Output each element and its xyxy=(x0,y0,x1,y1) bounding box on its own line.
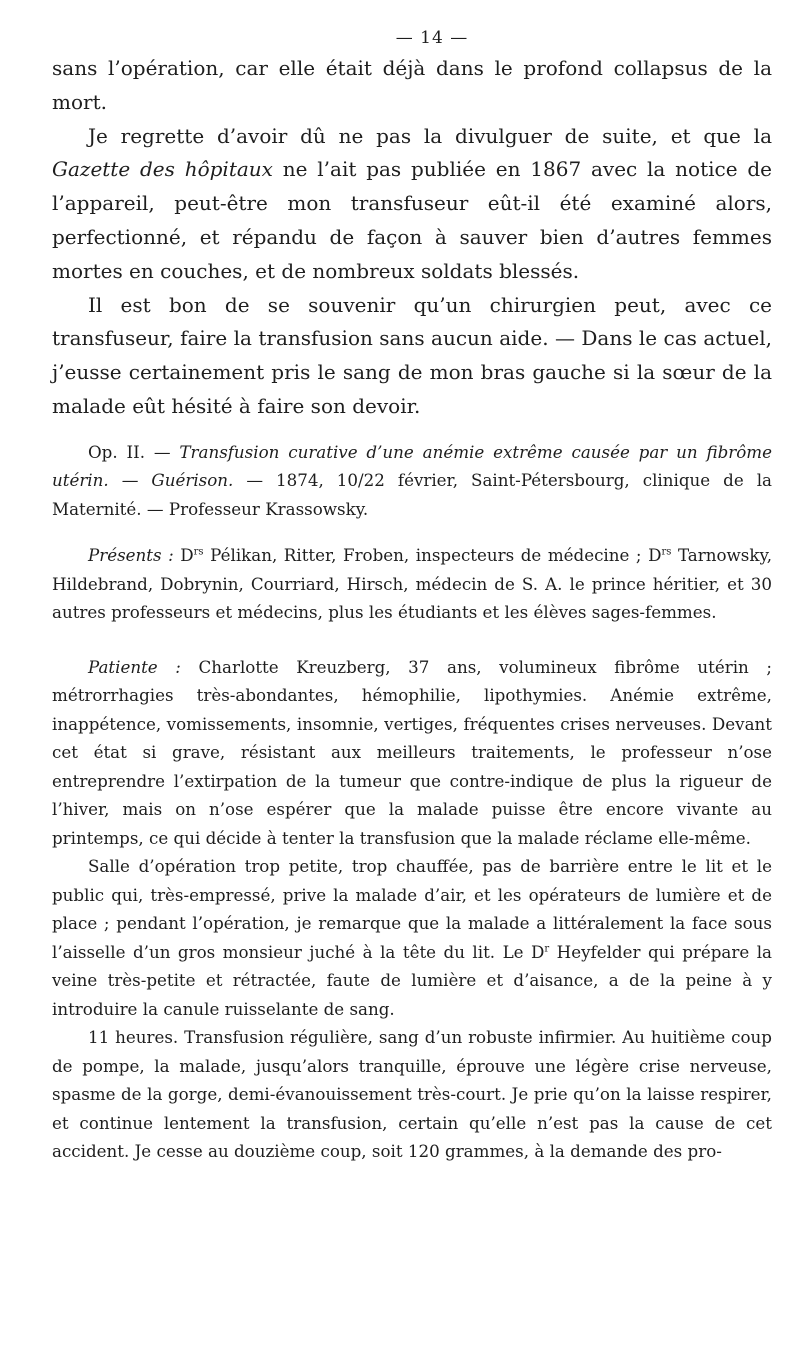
main-text xyxy=(52,52,772,424)
heures-paragraph: 11 heures. Transfusion régulière, sang d’un robuste infirmier. Au huitième coup de pompe, la malade, jusqu’alors tranquille, éprouve une légère crise nerveuse, spasme de la gorge, demi-évanouissement très-court. Je prie qu’on la laisse respirer, et continue lentement la transfusion, certain qu’elle n’est pas la cause de cet accident. Je cesse au douzième coup, soit 120 grammes, à la demande des pro- xyxy=(52,1027,772,1162)
drs-superscript-2: rs xyxy=(661,546,672,558)
drs-abbrev: D xyxy=(180,545,194,566)
presents-label: Présents : xyxy=(88,545,174,566)
gazette-text-before: Je regrette d’avoir dû ne pas la divulguer de suite, et que la xyxy=(88,123,772,148)
presents-section xyxy=(52,541,772,627)
patiente-label: Patiente : xyxy=(88,656,181,677)
book-page xyxy=(52,28,772,1166)
presents-text-2: Tarnowsky, Hildebrand, Dobrynin, Courriard, Hirsch, médecin de S. A. le prince héritier, et 30 autres professeurs et médecins, plus les étudiants et les élèves sages-femmes. xyxy=(52,545,772,623)
operation-details: — 1874, 10/22 février, Saint-Pétersbourg, clinique de la Maternité. — Professeur Krassowsky. xyxy=(52,470,772,519)
dr-superscript: r xyxy=(544,943,550,955)
operation-label: Op. II. — xyxy=(88,441,180,462)
gazette-text-after: ne l’ait pas publiée en 1867 avec la notice de l’appareil, peut-être mon transfuseur eût-il été examiné alors, perfectionné, et répandu de façon à sauver bien d’autres femmes mortes en couches, et de nombreux soldats blessés. xyxy=(52,157,773,283)
drs-superscript: rs xyxy=(193,546,204,558)
operation-heading xyxy=(52,438,772,524)
page-number: — 14 — xyxy=(395,28,469,48)
operation-title-paragraph xyxy=(52,438,772,524)
salle-text-after: Heyfelder qui prépare la veine très-petite et rétractée, faute de lumière et d’aisance, a de la peine à y introduire la canule ruisselante de sang. xyxy=(52,941,772,1019)
presents-paragraph xyxy=(52,541,772,627)
drs-abbrev-2: D xyxy=(648,545,662,566)
salle-paragraph xyxy=(52,852,772,1023)
patiente-section xyxy=(52,653,772,1166)
gazette-title: Gazette des hôpitaux xyxy=(52,157,273,182)
paragraph-continuation: sans l’opération, car elle était déjà dans le profond collapsus de la mort. xyxy=(52,56,772,114)
paragraph-gazette xyxy=(52,120,772,289)
salle-text-before: Salle d’opération trop petite, trop chauffée, pas de barrière entre le lit et le public qui, très-empressé, prive la malade d’air, et les opérateurs de lumière et de place ; pendant l’opération, je remarque que la malade a littéralement la face sous l’aisselle d’un gros monsieur juché à la tête du lit. Le D xyxy=(52,856,772,962)
patiente-paragraph xyxy=(52,653,772,853)
operation-title: Transfusion curative d’une anémie extrême causée par un fibrôme utérin. — Guérison. xyxy=(52,441,773,491)
patiente-text: Charlotte Kreuzberg, 37 ans, volumineux fibrôme utérin ; métrorrhagies très-abondantes, hémophilie, lipothymies. Anémie extrême, inappétence, vomissements, insomnie, vertiges, fréquentes crises nerveuses. Devant cet état si grave, résistant aux meilleurs traitements, le professeur n’ose entreprendre l’extirpation de la tumeur que contre-indique de plus la rigueur de l’hiver, mais on n’ose espérer que la malade puisse être encore vivante au printemps, ce qui décide à tenter la transfusion que la malade réclame elle-même. xyxy=(52,656,773,848)
paragraph-transfuseur: Il est bon de se souvenir qu’un chirurgien peut, avec ce transfuseur, faire la transfusion sans aucun aide. — Dans le cas actuel, j’eusse certainement pris le sang de mon bras gauche si la sœur de la malade eût hésité à faire son devoir. xyxy=(52,292,772,418)
presents-text-1: Pélikan, Ritter, Froben, inspecteurs de médecine ; xyxy=(203,545,649,566)
